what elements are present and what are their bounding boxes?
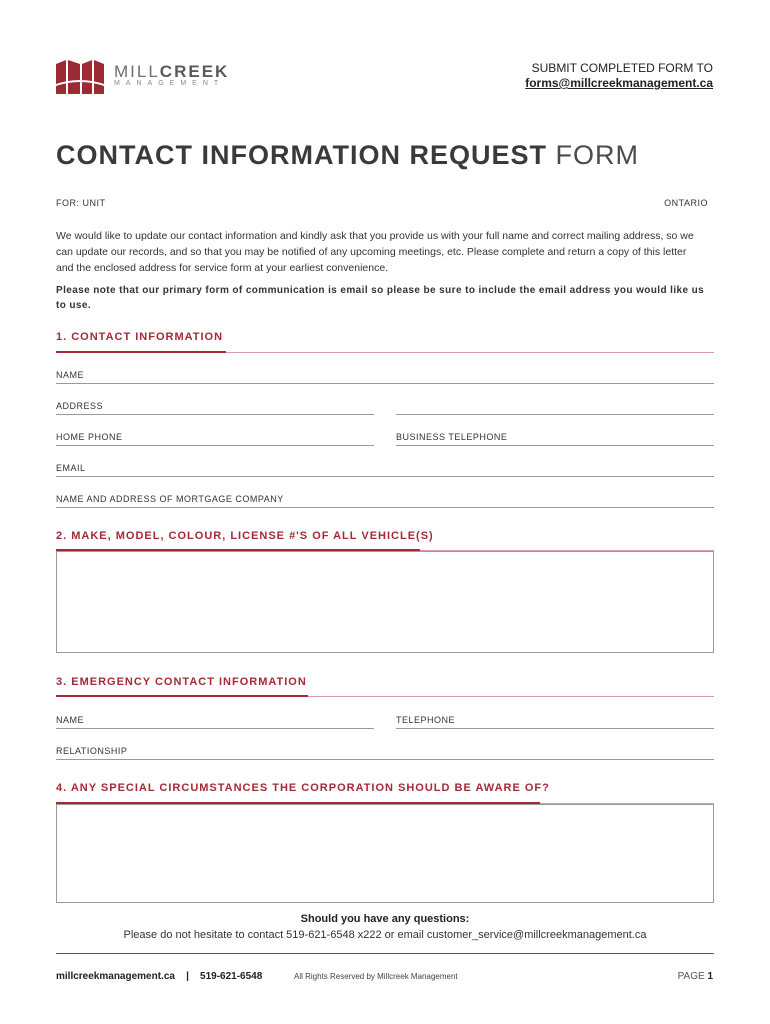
section2-title: 2. MAKE, MODEL, COLOUR, LICENSE #'S OF ALL VEHICLE(S): [56, 530, 434, 542]
intro-paragraph: We would like to update our contact information and kindly ask that you provide us with your full name and correct mailing address, so we can update our records, and so that you may be notified of any upcoming meetings, etc. Please complete and return a copy of this letter and the enclosed address for service form at your earliest convenience.: [56, 230, 694, 274]
questions-text: Please do not hesitate to contact 519-621-6548 x222 or email customer_service@millcreekmanagement.ca: [123, 929, 647, 941]
province-label: ONTARIO: [664, 198, 708, 208]
submit-instructions: [525, 61, 713, 91]
emergency-telephone-field[interactable]: [396, 728, 714, 729]
relationship-label: RELATIONSHIP: [56, 746, 128, 756]
title-light: FORM: [555, 140, 639, 170]
mortgage-label: NAME AND ADDRESS OF MORTGAGE COMPANY: [56, 494, 284, 504]
page-num: 1: [707, 971, 713, 982]
footer-site-link[interactable]: millcreekmanagement.ca: [56, 971, 175, 982]
email-field[interactable]: [56, 476, 714, 477]
relationship-field[interactable]: [56, 759, 714, 760]
business-phone-field[interactable]: [396, 445, 714, 446]
home-phone-label: HOME PHONE: [56, 432, 123, 442]
title-bold: CONTACT INFORMATION REQUEST: [56, 140, 547, 170]
vehicles-textarea[interactable]: [56, 551, 714, 653]
section3-accent: [56, 695, 308, 697]
section1-title: 1. CONTACT INFORMATION: [56, 331, 224, 343]
contact-address-label: ADDRESS: [56, 401, 104, 411]
special-circumstances-textarea[interactable]: [56, 804, 714, 903]
logo-word-bold: CREEK: [159, 62, 230, 81]
contact-name-field[interactable]: [56, 383, 714, 384]
section1-accent: [56, 351, 226, 353]
millcreek-logo-icon: [56, 58, 104, 94]
logo-subtitle: MANAGEMENT: [114, 80, 225, 87]
submit-email-link[interactable]: forms@millcreekmanagement.ca: [525, 76, 713, 90]
contact-name-label: NAME: [56, 370, 85, 380]
section4-title: 4. ANY SPECIAL CIRCUMSTANCES THE CORPORATION SHOULD BE AWARE OF?: [56, 782, 550, 794]
home-phone-field[interactable]: [56, 445, 374, 446]
business-phone-label: BUSINESS TELEPHONE: [396, 432, 508, 442]
for-unit-label: FOR: UNIT: [56, 198, 106, 208]
footer-contact: [56, 971, 262, 982]
contact-address-field[interactable]: [56, 414, 374, 415]
submit-label: SUBMIT COMPLETED FORM TO: [531, 61, 713, 75]
page-title: [56, 140, 639, 171]
emergency-name-label: NAME: [56, 715, 85, 725]
logo-word-light: MILL: [114, 62, 160, 81]
email-note: Please note that our primary form of communication is email so please be sure to include the email address you would like us to use.: [56, 285, 705, 311]
questions-heading: Should you have any questions:: [300, 913, 470, 925]
footer-phone: 519-621-6548: [200, 971, 263, 982]
emergency-name-field[interactable]: [56, 728, 374, 729]
mortgage-field[interactable]: [56, 507, 714, 508]
email-label: EMAIL: [56, 463, 86, 473]
footer-separator: |: [186, 971, 189, 982]
contact-address-field-2[interactable]: [396, 414, 714, 415]
page-number: [678, 971, 713, 982]
page-label: PAGE: [677, 971, 705, 982]
emergency-telephone-label: TELEPHONE: [396, 715, 456, 725]
footer-rights: All Rights Reserved by Millcreek Management: [294, 972, 458, 981]
footer-divider: [56, 953, 714, 954]
logo-wordmark: [114, 62, 229, 82]
section3-title: 3. EMERGENCY CONTACT INFORMATION: [56, 676, 307, 688]
